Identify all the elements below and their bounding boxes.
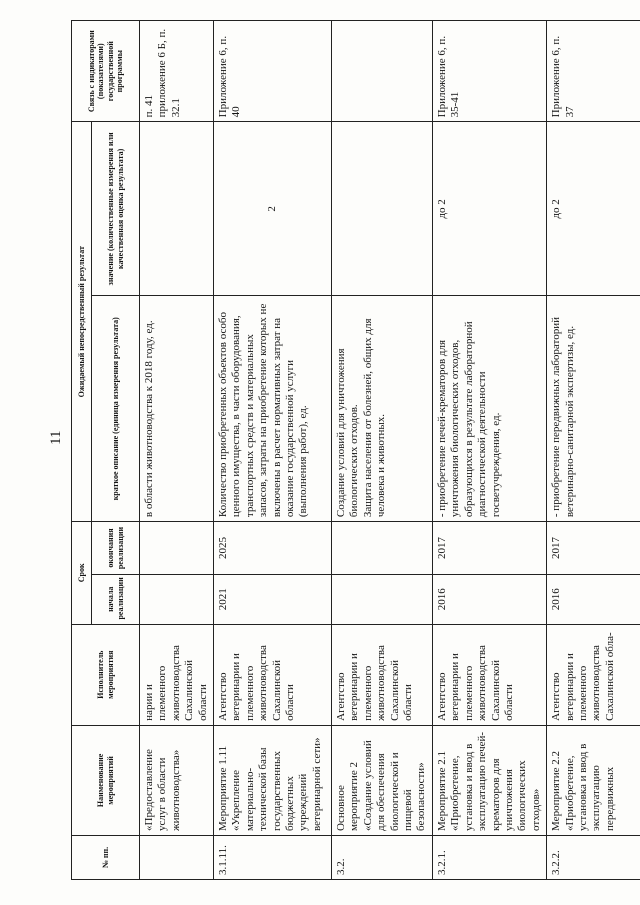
table-row xyxy=(140,21,214,880)
rotated-table-sheet xyxy=(71,20,640,880)
table-header xyxy=(72,21,140,880)
row-end xyxy=(332,522,433,575)
row-desc: - приобретение передвижных лабораторий ветеринарно-санитарной экспертизы, ед. xyxy=(547,296,640,522)
row-end: 2017 xyxy=(432,522,546,575)
row-desc: в области животноводства к 2018 году, ед. xyxy=(140,296,214,522)
row-start: 2021 xyxy=(214,574,332,624)
row-value xyxy=(332,122,433,296)
row-start xyxy=(140,574,214,624)
row-name: Мероприятие 1.11 «Укрепление материально-технической базы государственных бюджетных учреждений ветеринарной сети» xyxy=(214,725,332,835)
row-start xyxy=(332,574,433,624)
row-desc: - приобретение печей-крематоров для уничтожения биологических отходов, образующихся в результате лабораторной диагностической деятельности госветучреждения, ед. xyxy=(432,296,546,522)
header-result: Ожидаемый непосредственный результат xyxy=(72,122,92,522)
header-term-end: окончания реализации xyxy=(92,522,140,575)
row-num: 3.1.11. xyxy=(214,835,332,879)
row-end: 2025 xyxy=(214,522,332,575)
row-name: Основное мероприятие 2 «Создание условий для обеспечения биологической и пищевой безопасности» xyxy=(332,725,433,835)
header-name: Наименование мероприятий xyxy=(72,725,140,835)
row-desc: Количество приобретенных объектов особо ценного имущества, в части оборудования, транспортных средств и материальных запасов, затраты на приобретение которых не включены в расчет нормативных затрат на оказание государственной услуги (выполнения работ), ед. xyxy=(214,296,332,522)
header-term-start: начала реализации xyxy=(92,574,140,624)
row-link: п. 41 приложение 6 Б, п. 32.1 xyxy=(140,21,214,122)
row-link: Приложение 6, п. 35-41 xyxy=(432,21,546,122)
row-value: до 2 xyxy=(432,122,546,296)
page-number: 11 xyxy=(48,430,64,445)
table-row xyxy=(547,21,640,880)
row-executor: Агентство ветеринарии и племенного животноводства Сахалинской обла- xyxy=(547,624,640,725)
row-end xyxy=(140,522,214,575)
header-result-value: значение (количественные измерения или качественная оценка результата) xyxy=(92,122,140,296)
row-num: 3.2.1. xyxy=(432,835,546,879)
header-result-desc: краткое описание (единица измерения результата) xyxy=(92,296,140,522)
row-num: 3.2.2. xyxy=(547,835,640,879)
row-value xyxy=(140,122,214,296)
row-executor: нарии и племенного животноводства Сахалинской области xyxy=(140,624,214,725)
row-start: 2016 xyxy=(432,574,546,624)
row-name: Мероприятие 2.1 «Приобретение, установка и ввод в эксплуатацию печей-крематоров для уничтожения биологических отходов» xyxy=(432,725,546,835)
row-start: 2016 xyxy=(547,574,640,624)
row-name: Мероприятие 2.2 «Приобретение, установка и ввод в эксплуатацию передвижных xyxy=(547,725,640,835)
row-link: Приложение 6, п. 37 xyxy=(547,21,640,122)
row-num xyxy=(140,835,214,879)
row-executor: Агентство ветеринарии и племенного животноводства Сахалинской области xyxy=(214,624,332,725)
row-value: 2 xyxy=(214,122,332,296)
row-link: Приложение 6, п. 40 xyxy=(214,21,332,122)
row-executor: Агентство ветеринарии и племенного животноводства Сахалинской области xyxy=(432,624,546,725)
table-row xyxy=(332,21,433,880)
header-executor: Исполнитель мероприятия xyxy=(72,624,140,725)
header-link: Связь с индикаторами (показателями) государственной программы xyxy=(72,21,140,122)
row-value: до 2 xyxy=(547,122,640,296)
measures-table xyxy=(71,20,640,880)
header-term: Срок xyxy=(72,522,92,624)
row-desc: Создание условий для уничтожения биологических отходов. Защита населения от болезней, общих для человека и животных. xyxy=(332,296,433,522)
table-row xyxy=(214,21,332,880)
header-num: № пп. xyxy=(72,835,140,879)
row-executor: Агентство ветеринарии и племенного животноводства Сахалинской области xyxy=(332,624,433,725)
row-name: «Предоставление услуг в области животноводства» xyxy=(140,725,214,835)
row-link xyxy=(332,21,433,122)
row-end: 2017 xyxy=(547,522,640,575)
table-row xyxy=(432,21,546,880)
row-num: 3.2. xyxy=(332,835,433,879)
